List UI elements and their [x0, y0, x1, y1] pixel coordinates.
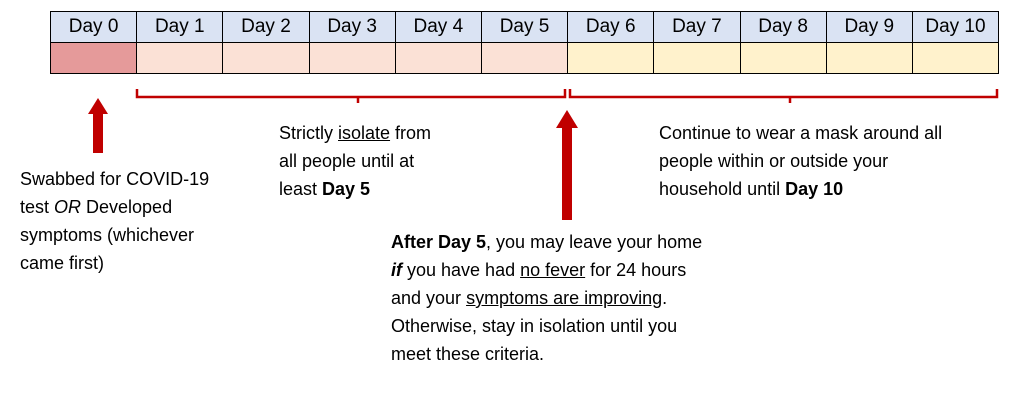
note-text-underlined: isolate [338, 123, 391, 143]
note-text: test [20, 197, 55, 217]
note-text: Strictly [279, 123, 339, 143]
after-day5-note-line [391, 256, 702, 284]
note-text: household until [659, 179, 786, 199]
swabbed-note [20, 165, 209, 277]
note-text-italic: OR [54, 197, 82, 217]
mask-note-line [659, 175, 942, 203]
day-header-cell: Day 7 [653, 11, 740, 43]
isolate-note-line: all people until at [279, 151, 415, 171]
after-day5-note-line: meet these criteria. [391, 344, 545, 364]
note-text: least [279, 179, 323, 199]
note-text-underlined: no fever [520, 260, 586, 280]
day-header-cell: Day 4 [395, 11, 482, 43]
mask-note [659, 119, 942, 203]
day-header-cell: Day 5 [481, 11, 568, 43]
mask-note-line: people within or outside your [659, 151, 889, 171]
note-text: from [390, 123, 432, 143]
note-text: . [662, 288, 668, 308]
day5-arrow-icon [556, 110, 578, 220]
day-header-cell: Day 9 [826, 11, 913, 43]
note-text-bold-italic: if [391, 260, 402, 280]
day-header-cell: Day 0 [50, 11, 137, 43]
day-header-cell: Day 3 [309, 11, 396, 43]
note-text: for 24 hours [585, 260, 687, 280]
mask-bracket [570, 89, 997, 97]
day0-arrow-icon [88, 98, 108, 153]
isolate-note [279, 119, 431, 203]
day-header-cell: Day 6 [567, 11, 654, 43]
swabbed-note-line [20, 193, 209, 221]
day-header-cell: Day 1 [136, 11, 223, 43]
note-text: you have had [402, 260, 521, 280]
after-day5-note-line [391, 228, 702, 256]
note-text-bold: After Day 5 [391, 232, 487, 252]
mask-note-line: Continue to wear a mask around all [659, 123, 943, 143]
note-text-bold: Day 10 [785, 179, 844, 199]
note-text: and your [391, 288, 467, 308]
after-day5-note-line: Otherwise, stay in isolation until you [391, 316, 678, 336]
note-text-bold: Day 5 [322, 179, 371, 199]
note-text: , you may leave your home [486, 232, 703, 252]
swabbed-note-line: Swabbed for COVID-19 [20, 169, 210, 189]
after-day5-note-line [391, 284, 702, 312]
note-text-underlined: symptoms are improving [466, 288, 663, 308]
isolate-note-line [279, 119, 431, 147]
swabbed-note-line: symptoms (whichever [20, 225, 195, 245]
day-header-cell: Day 8 [740, 11, 827, 43]
isolate-note-line [279, 175, 431, 203]
day-header-cell: Day 2 [222, 11, 309, 43]
note-text: Developed [81, 197, 173, 217]
day-header-cell: Day 10 [912, 11, 999, 43]
isolation-bracket [137, 89, 565, 97]
after-day5-note [391, 228, 702, 368]
swabbed-note-line: came first) [20, 253, 105, 273]
